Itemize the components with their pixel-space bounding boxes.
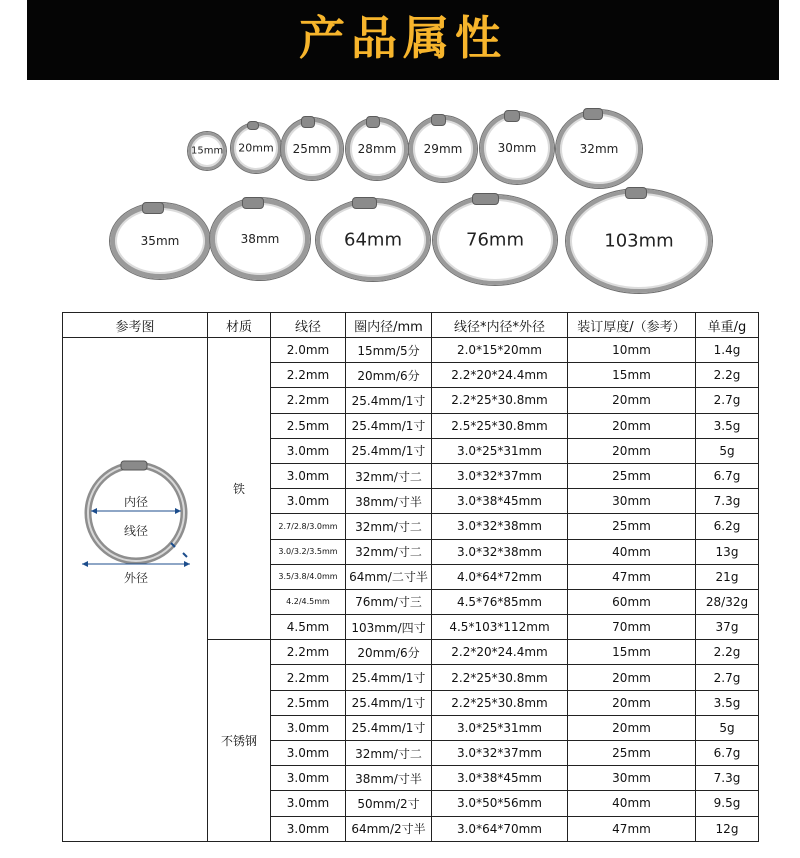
binding-thickness-cell: 10mm — [568, 338, 696, 363]
binding-thickness-cell: 25mm — [568, 463, 696, 488]
dimensions-cell: 2.2*25*30.8mm — [432, 665, 568, 690]
weight-cell: 5g — [696, 438, 759, 463]
wire-diameter-cell: 3.0mm — [271, 489, 346, 514]
wire-diameter-cell: 2.2mm — [271, 388, 346, 413]
weight-cell: 7.3g — [696, 489, 759, 514]
dimensions-cell: 2.2*25*30.8mm — [432, 690, 568, 715]
dimensions-cell: 3.0*32*37mm — [432, 741, 568, 766]
inner-diameter-cell: 20mm/6分 — [346, 363, 432, 388]
inner-diameter-cell: 64mm/二寸半 — [346, 564, 432, 589]
binding-thickness-cell: 47mm — [568, 564, 696, 589]
column-header: 材质 — [208, 313, 271, 338]
ring-image — [110, 203, 210, 279]
material-cell: 不锈钢 — [208, 640, 271, 842]
column-header: 线径*内径*外径 — [432, 313, 568, 338]
binding-thickness-cell: 30mm — [568, 766, 696, 791]
binding-thickness-cell: 20mm — [568, 690, 696, 715]
dimensions-cell: 3.0*64*70mm — [432, 816, 568, 841]
wire-diameter-cell: 4.2/4.5mm — [271, 589, 346, 614]
ring-image — [566, 189, 712, 293]
weight-cell: 3.5g — [696, 413, 759, 438]
ring-size-label: 64mm — [344, 229, 402, 251]
dimensions-cell: 4.0*64*72mm — [432, 564, 568, 589]
binding-thickness-cell: 20mm — [568, 413, 696, 438]
inner-diameter-cell: 25.4mm/1寸 — [346, 438, 432, 463]
inner-diameter-cell: 25.4mm/1寸 — [346, 715, 432, 740]
dimensions-cell: 3.0*25*31mm — [432, 438, 568, 463]
binding-thickness-cell: 25mm — [568, 741, 696, 766]
ring-image — [210, 198, 310, 280]
ring-image — [409, 116, 477, 182]
ring-size-label: 30mm — [497, 141, 537, 155]
wire-diameter-cell: 3.0mm — [271, 816, 346, 841]
ring-size-label: 15mm — [191, 145, 224, 157]
inner-diameter-cell: 25.4mm/1寸 — [346, 665, 432, 690]
weight-cell: 2.7g — [696, 665, 759, 690]
wire-diameter-cell: 2.2mm — [271, 640, 346, 665]
inner-diameter-cell: 103mm/四寸 — [346, 615, 432, 640]
weight-cell: 13g — [696, 539, 759, 564]
dimensions-cell: 3.0*32*38mm — [432, 539, 568, 564]
weight-cell: 1.4g — [696, 338, 759, 363]
ring-size-label: 32mm — [579, 142, 619, 156]
column-header: 单重/g — [696, 313, 759, 338]
dimensions-cell: 4.5*76*85mm — [432, 589, 568, 614]
ring-image — [188, 132, 226, 170]
wire-diameter-cell: 3.0/3.2/3.5mm — [271, 539, 346, 564]
inner-diameter-cell: 32mm/寸二 — [346, 514, 432, 539]
column-header: 线径 — [271, 313, 346, 338]
binding-thickness-cell: 20mm — [568, 388, 696, 413]
inner-diameter-cell: 38mm/寸半 — [346, 766, 432, 791]
ring-dimension-diagram — [71, 453, 201, 603]
ring-image — [433, 195, 557, 285]
inner-diameter-cell: 15mm/5分 — [346, 338, 432, 363]
ring-size-label: 35mm — [140, 234, 180, 248]
weight-cell: 2.7g — [696, 388, 759, 413]
binding-thickness-cell: 25mm — [568, 514, 696, 539]
material-cell: 铁 — [208, 338, 271, 640]
ring-image — [316, 199, 430, 281]
binding-thickness-cell: 15mm — [568, 363, 696, 388]
inner-diameter-cell: 25.4mm/1寸 — [346, 690, 432, 715]
inner-diameter-cell: 64mm/2寸半 — [346, 816, 432, 841]
ring-image — [231, 123, 281, 173]
weight-cell: 28/32g — [696, 589, 759, 614]
binding-thickness-cell: 60mm — [568, 589, 696, 614]
spec-table — [62, 312, 759, 842]
ring-size-label: 76mm — [466, 229, 524, 251]
inner-diameter-cell: 20mm/6分 — [346, 640, 432, 665]
inner-diameter-cell: 50mm/2寸 — [346, 791, 432, 816]
ring-size-label: 20mm — [238, 141, 274, 155]
wire-diameter-cell: 4.5mm — [271, 615, 346, 640]
weight-cell: 6.7g — [696, 463, 759, 488]
dimensions-cell: 2.0*15*20mm — [432, 338, 568, 363]
ring-image — [556, 110, 642, 188]
wire-diameter-cell: 3.0mm — [271, 741, 346, 766]
dimensions-cell: 4.5*103*112mm — [432, 615, 568, 640]
reference-image-cell — [63, 338, 208, 842]
wire-diameter-cell: 3.0mm — [271, 766, 346, 791]
inner-diameter-cell: 25.4mm/1寸 — [346, 388, 432, 413]
column-header: 装订厚度/（参考） — [568, 313, 696, 338]
binding-thickness-cell: 20mm — [568, 715, 696, 740]
column-header: 参考图 — [63, 313, 208, 338]
weight-cell: 5g — [696, 715, 759, 740]
dimensions-cell: 3.0*38*45mm — [432, 766, 568, 791]
wire-diameter-cell: 3.0mm — [271, 791, 346, 816]
wire-diameter-cell: 2.5mm — [271, 413, 346, 438]
page-title: 产品属性 — [299, 11, 507, 65]
weight-cell: 2.2g — [696, 640, 759, 665]
binding-thickness-cell: 47mm — [568, 816, 696, 841]
wire-diameter-cell: 2.2mm — [271, 363, 346, 388]
wire-diameter-cell: 3.0mm — [271, 715, 346, 740]
column-header: 圈内径/mm — [346, 313, 432, 338]
weight-cell: 12g — [696, 816, 759, 841]
inner-diameter-cell: 76mm/寸三 — [346, 589, 432, 614]
binding-thickness-cell: 40mm — [568, 791, 696, 816]
dimensions-cell: 2.2*20*24.4mm — [432, 363, 568, 388]
binding-thickness-cell: 30mm — [568, 489, 696, 514]
binding-thickness-cell: 20mm — [568, 665, 696, 690]
wire-diameter-cell: 2.0mm — [271, 338, 346, 363]
ring-size-showcase — [0, 95, 800, 305]
ring-size-label: 38mm — [240, 232, 280, 246]
dimensions-cell: 2.2*25*30.8mm — [432, 388, 568, 413]
weight-cell: 6.2g — [696, 514, 759, 539]
ring-size-label: 103mm — [604, 230, 674, 252]
dimensions-cell: 3.0*32*37mm — [432, 463, 568, 488]
ring-image — [480, 112, 554, 184]
outer-diameter-label: 外径 — [123, 571, 149, 585]
inner-diameter-cell: 38mm/寸半 — [346, 489, 432, 514]
ring-size-label: 25mm — [292, 142, 332, 156]
ring-size-label: 29mm — [423, 142, 463, 156]
ring-size-label: 28mm — [357, 142, 397, 156]
binding-thickness-cell: 40mm — [568, 539, 696, 564]
table-row — [63, 338, 759, 363]
binding-thickness-cell: 15mm — [568, 640, 696, 665]
weight-cell: 6.7g — [696, 741, 759, 766]
dimensions-cell: 3.0*38*45mm — [432, 489, 568, 514]
ring-image — [346, 118, 408, 180]
wire-diameter-cell: 2.2mm — [271, 665, 346, 690]
dimensions-cell: 3.0*32*38mm — [432, 514, 568, 539]
dimensions-cell: 2.2*20*24.4mm — [432, 640, 568, 665]
binding-thickness-cell: 20mm — [568, 438, 696, 463]
wire-diameter-label: 线径 — [123, 524, 149, 538]
inner-diameter-cell: 32mm/寸二 — [346, 539, 432, 564]
wire-diameter-cell: 3.0mm — [271, 463, 346, 488]
binding-thickness-cell: 70mm — [568, 615, 696, 640]
weight-cell: 37g — [696, 615, 759, 640]
wire-diameter-cell: 3.0mm — [271, 438, 346, 463]
inner-diameter-label: 内径 — [123, 495, 149, 509]
weight-cell: 7.3g — [696, 766, 759, 791]
weight-cell: 21g — [696, 564, 759, 589]
dimensions-cell: 2.5*25*30.8mm — [432, 413, 568, 438]
table-header-row — [63, 313, 759, 338]
inner-diameter-cell: 32mm/寸二 — [346, 463, 432, 488]
dimensions-cell: 3.0*50*56mm — [432, 791, 568, 816]
dimensions-cell: 3.0*25*31mm — [432, 715, 568, 740]
wire-diameter-cell: 3.5/3.8/4.0mm — [271, 564, 346, 589]
ring-image — [281, 118, 343, 180]
inner-diameter-cell: 25.4mm/1寸 — [346, 413, 432, 438]
wire-diameter-cell: 2.7/2.8/3.0mm — [271, 514, 346, 539]
title-banner — [27, 0, 779, 80]
wire-diameter-cell: 2.5mm — [271, 690, 346, 715]
inner-diameter-cell: 32mm/寸二 — [346, 741, 432, 766]
weight-cell: 3.5g — [696, 690, 759, 715]
weight-cell: 2.2g — [696, 363, 759, 388]
weight-cell: 9.5g — [696, 791, 759, 816]
